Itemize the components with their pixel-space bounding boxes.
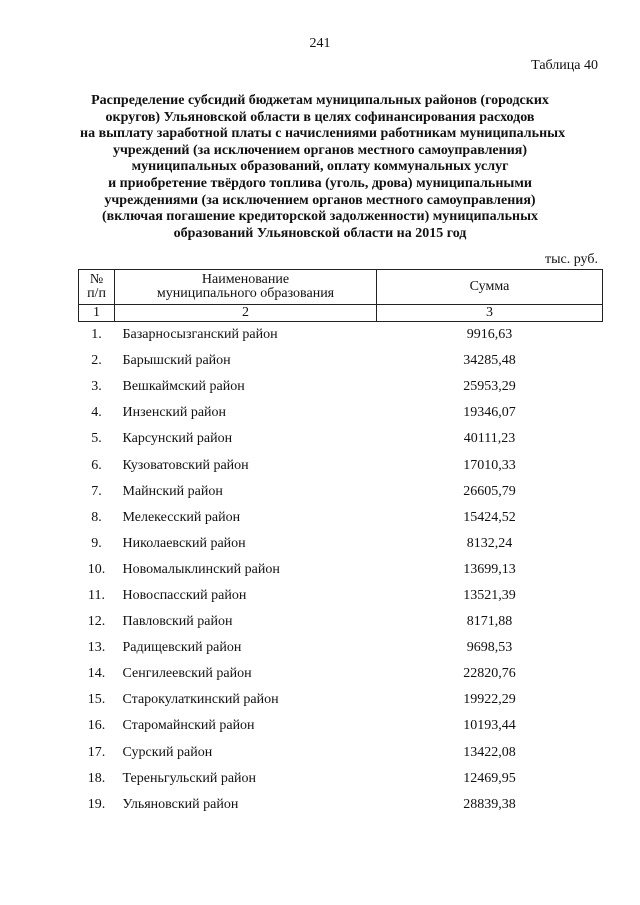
header-number-line2: п/п (87, 286, 106, 301)
subsidy-amount: 19922,29 (463, 692, 516, 708)
title-line: Распределение субсидий бюджетам муниципальных районов (городских (91, 93, 549, 108)
table-row (79, 635, 603, 661)
column-number-1: 1 (79, 305, 115, 322)
municipality-name: Вешкаймский район (122, 379, 245, 395)
subsidy-amount: 13422,08 (463, 744, 516, 760)
header-number (79, 270, 115, 305)
row-number: 9. (91, 535, 102, 551)
table-row (79, 348, 603, 374)
subsidy-table (78, 269, 603, 818)
row-number: 15. (87, 692, 106, 708)
row-number: 11. (88, 587, 105, 603)
table-row (79, 583, 603, 609)
table-caption: Таблица 40 (531, 58, 598, 73)
table-row (79, 374, 603, 400)
municipality-name: Тереньгульский район (122, 770, 257, 786)
document-title (80, 93, 566, 242)
row-number: 4. (91, 405, 102, 421)
subsidy-amount: 28839,38 (463, 796, 516, 812)
row-number: 17. (87, 744, 106, 760)
table-row (79, 557, 603, 583)
subsidy-amount: 13699,13 (463, 561, 516, 577)
title-line: учреждений (за исключением органов местного самоуправления) (112, 142, 528, 158)
municipality-name: Сурский район (122, 744, 213, 760)
title-line: и приобретение твёрдого топлива (уголь, дрова) муниципальными (108, 175, 532, 191)
table-row (79, 766, 603, 792)
table-row (79, 661, 603, 687)
municipality-name: Сенгилеевский район (122, 666, 252, 682)
row-number: 16. (87, 718, 106, 734)
subsidy-amount: 15424,52 (463, 509, 516, 525)
municipality-name: Базарносызганский район (122, 327, 278, 343)
municipality-name: Старокулаткинский район (122, 692, 279, 708)
municipality-name: Новоспасский район (122, 587, 247, 603)
table-row (79, 479, 603, 505)
municipality-name: Кузоватовский район (122, 457, 249, 473)
table-row (79, 687, 603, 713)
subsidy-amount: 34285,48 (463, 353, 516, 369)
subsidy-amount: 17010,33 (463, 457, 516, 473)
row-number: 12. (87, 614, 106, 630)
header-row (79, 270, 603, 305)
row-number: 8. (91, 509, 102, 525)
municipality-name: Майнский район (122, 483, 223, 499)
column-number-3: 3 (377, 305, 603, 322)
row-number: 6. (91, 457, 102, 473)
row-number: 2. (91, 353, 102, 369)
units-label: тыс. руб. (545, 252, 598, 267)
subsidy-amount: 40111,23 (463, 431, 516, 447)
table-row (79, 400, 603, 426)
subsidy-amount: 22820,76 (463, 666, 516, 682)
table-body (79, 322, 603, 818)
municipality-name: Ульяновский район (122, 796, 239, 812)
subsidy-amount: 8132,24 (466, 535, 513, 551)
title-line: на выплату заработной платы с начислениями работникам муниципальных (80, 126, 566, 142)
header-name (115, 270, 377, 305)
municipality-name: Карсунский район (122, 431, 233, 447)
subsidy-amount: 9698,53 (466, 640, 513, 656)
row-number: 18. (87, 770, 106, 786)
municipality-name: Инзенский район (122, 405, 227, 421)
header-name-line1: Наименование (201, 271, 290, 287)
header-number-line1: № (89, 271, 104, 287)
column-number-2: 2 (115, 305, 377, 322)
municipality-name: Павловский район (122, 614, 233, 630)
header-sum: Сумма (377, 270, 603, 305)
page-number: 241 (309, 36, 331, 51)
table-row (79, 426, 603, 452)
row-number: 13. (87, 640, 106, 656)
table-row (79, 322, 603, 349)
column-numbers-row (79, 305, 603, 322)
municipality-name: Радищевский район (122, 640, 242, 656)
table-header (79, 270, 603, 322)
subsidy-amount: 9916,63 (466, 327, 513, 343)
table-row (79, 505, 603, 531)
row-number: 7. (91, 483, 102, 499)
municipality-name: Барышский район (122, 353, 231, 369)
row-number: 19. (87, 796, 106, 812)
row-number: 3. (91, 379, 102, 395)
title-line: муниципальных образований, оплату коммунальных услуг (131, 159, 509, 175)
table-row (79, 531, 603, 557)
subsidy-amount: 8171,88 (466, 614, 513, 630)
subsidy-amount: 12469,95 (463, 770, 516, 786)
subsidy-amount: 10193,44 (463, 718, 516, 734)
municipality-name: Старомайнский район (122, 718, 255, 734)
header-name-line2: муниципального образования (156, 286, 335, 301)
row-number: 5. (91, 431, 102, 447)
title-line: учреждениями (за исключением органов местного самоуправления) (104, 192, 536, 208)
table-row (79, 452, 603, 478)
title-line: (включая погашение кредиторской задолженности) муниципальных (101, 209, 538, 225)
row-number: 14. (87, 666, 106, 682)
subsidy-amount: 25953,29 (463, 379, 516, 395)
row-number: 1. (91, 327, 102, 343)
municipality-name: Новомалыклинский район (122, 561, 280, 577)
subsidy-amount: 19346,07 (463, 405, 516, 421)
municipality-name: Николаевский район (122, 535, 246, 551)
table-row (79, 792, 603, 818)
row-number: 10. (87, 561, 106, 577)
table-row (79, 713, 603, 739)
table-row (79, 609, 603, 635)
subsidy-amount: 26605,79 (463, 483, 516, 499)
municipality-name: Мелекесский район (122, 509, 241, 525)
subsidy-amount: 13521,39 (463, 587, 516, 603)
title-line: округов) Ульяновской области в целях софинансирования расходов (105, 109, 535, 125)
title-line: образований Ульяновской области на 2015 год (173, 225, 467, 241)
table-row (79, 740, 603, 766)
